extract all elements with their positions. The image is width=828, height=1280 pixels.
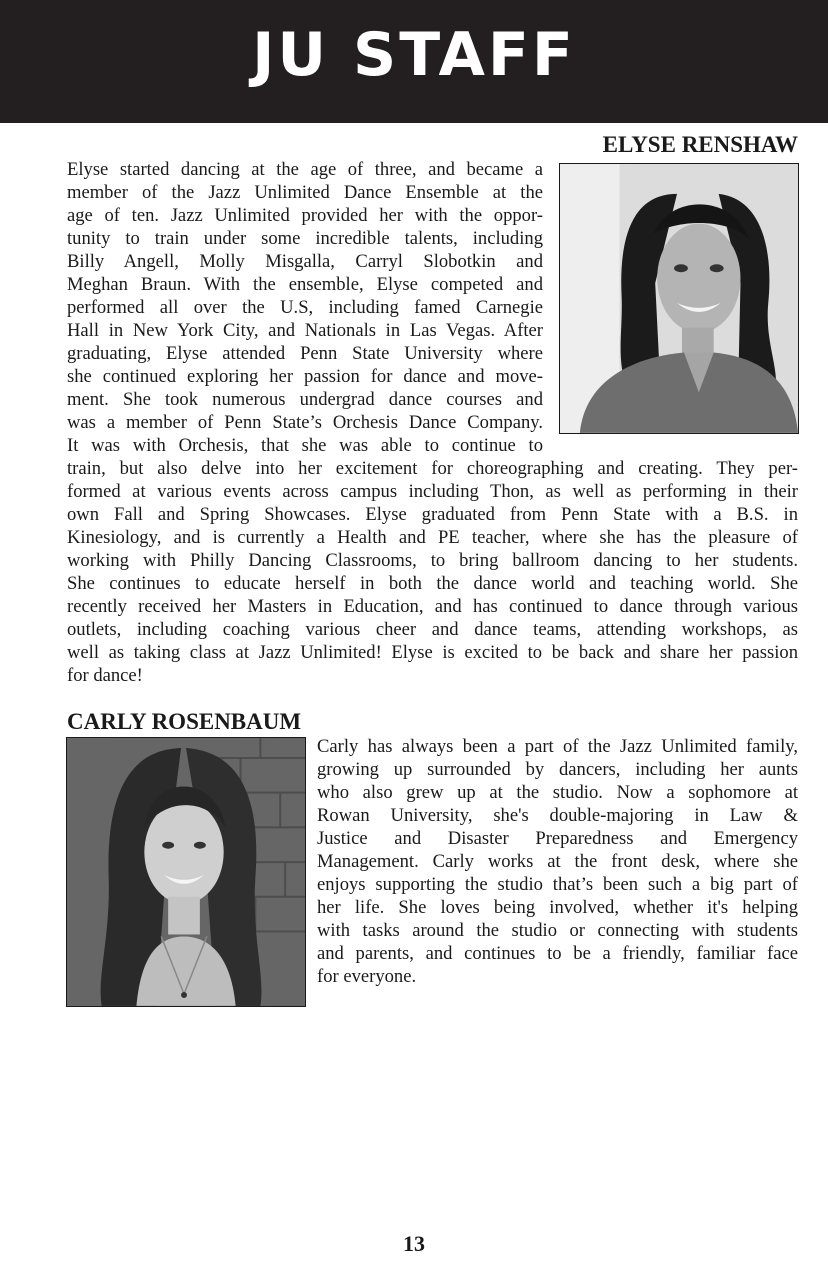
staff-name-carly: CARLY ROSENBAUM [67, 709, 302, 734]
staff-name-elyse: ELYSE RENSHAW [602, 132, 798, 157]
bio-line: Billy Angell, Molly Misgalla, Carryl Slobotkin and [67, 251, 543, 272]
portrait-photo-carly [66, 737, 306, 1007]
bio-line: Justice and Disaster Preparedness and Emergency [317, 828, 798, 849]
bio-line: It was with Orchesis, that she was able to continue to [67, 435, 543, 456]
bio-line: Kinesiology, and is currently a Health and PE teacher, where she has the pleasure of [67, 527, 798, 548]
bio-line: Management. Carly works at the front desk, where she [317, 851, 798, 872]
bio-line: her life. She loves being involved, whether it's helping [317, 897, 798, 918]
bio-line: graduating, Elyse attended Penn State University where [67, 343, 543, 364]
staff-bio-elyse-full [67, 457, 798, 687]
staff-bio-elyse-wrapped [67, 158, 543, 457]
portrait-photo-icon [560, 164, 798, 433]
bio-line: Carly has always been a part of the Jazz Unlimited family, [317, 736, 798, 757]
bio-line: with tasks around the studio or connecting with students [317, 920, 798, 941]
staff-bio-carly [317, 735, 798, 988]
bio-line: well as taking class at Jazz Unlimited! Elyse is excited to be back and share her passion [67, 642, 798, 663]
portrait-photo-icon [67, 738, 305, 1006]
bio-line: age of ten. Jazz Unlimited provided her with the oppor- [67, 205, 543, 226]
bio-line: and parents, and continues to be a friendly, familiar face [317, 943, 798, 964]
bio-line: Hall in New York City, and Nationals in Las Vegas. After [67, 320, 543, 341]
bio-line: member of the Jazz Unlimited Dance Ensemble at the [67, 182, 543, 203]
portrait-photo-elyse [559, 163, 799, 434]
bio-line: Meghan Braun. With the ensemble, Elyse competed and [67, 274, 543, 295]
page-number: 13 [403, 1231, 425, 1256]
bio-line: own Fall and Spring Showcases. Elyse graduated from Penn State with a B.S. in [67, 504, 798, 525]
bio-line: performed all over the U.S, including famed Carnegie [67, 297, 543, 318]
bio-line: train, but also delve into her excitement for choreographing and creating. They per- [67, 458, 798, 479]
bio-line: outlets, including coaching various cheer and dance teams, attending workshops, as [67, 619, 798, 640]
bio-line: tunity to train under some incredible talents, including [67, 228, 543, 249]
header-banner [0, 0, 828, 123]
bio-line: Rowan University, she's double-majoring in Law & [317, 805, 798, 826]
bio-line: ment. She took numerous undergrad dance courses and [67, 389, 543, 410]
page-title: JU STAFF [252, 20, 576, 90]
bio-line: she continued exploring her passion for dance and move- [67, 366, 543, 387]
bio-line: was a member of Penn State’s Orchesis Dance Company. [67, 412, 543, 433]
bio-line: recently received her Masters in Education, and has continued to dance through various [67, 596, 798, 617]
bio-line: formed at various events across campus including Thon, as well as performing in their [67, 481, 798, 502]
bio-line: growing up surrounded by dancers, including her aunts [317, 759, 798, 780]
bio-line: who also grew up at the studio. Now a sophomore at [317, 782, 798, 803]
bio-line: working with Philly Dancing Classrooms, to bring ballroom dancing to her students. [67, 550, 798, 571]
bio-line: enjoys supporting the studio that’s been such a big part of [317, 874, 798, 895]
bio-line: for everyone. [317, 966, 417, 987]
bio-line: for dance! [67, 665, 143, 686]
bio-line: She continues to educate herself in both the dance world and teaching world. She [67, 573, 798, 594]
bio-line: Elyse started dancing at the age of three, and became a [67, 159, 543, 180]
